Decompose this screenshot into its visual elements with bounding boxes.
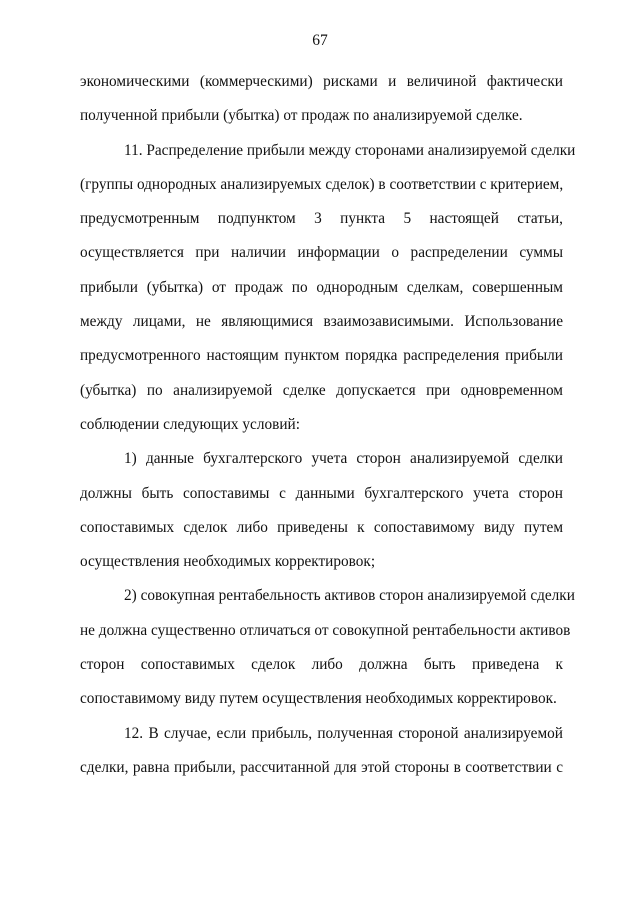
text-line: 12. В случае, если прибыль, полученная стороной анализируемой — [124, 724, 563, 742]
text-line: осуществления необходимых корректировок; — [80, 553, 376, 571]
text-line: предусмотренного настоящим пунктом порядка распределения прибыли — [80, 347, 563, 365]
text-line: должны быть сопоставимы с данными бухгалтерского учета сторон — [80, 484, 563, 502]
paragraph-continuation — [80, 72, 563, 141]
text-line: экономическими (коммерческими) рисками и величиной фактически — [80, 73, 563, 90]
paragraph-11 — [80, 141, 576, 450]
text-line: сопоставимых сделок либо приведены к сопоставимому виду путем — [80, 518, 563, 536]
text-line: сторон сопоставимых сделок либо должна быть приведена к — [80, 656, 563, 674]
text-line: не должна существенно отличаться от совокупной рентабельности активов — [80, 621, 571, 639]
text-line: 11. Распределение прибыли между сторонами анализируемой сделки — [124, 141, 576, 159]
text-line: сделки, равна прибыли, рассчитанной для этой стороны в соответствии с — [80, 758, 563, 776]
text-line: 1) данные бухгалтерского учета сторон анализируемой сделки — [124, 450, 563, 468]
text-line: (группы однородных анализируемых сделок) в соответствии с критерием, — [80, 175, 564, 193]
paragraph-12 — [80, 724, 563, 793]
text-line: соблюдении следующих условий: — [80, 415, 300, 433]
text-line: между лицами, не являющимися взаимозависимыми. Использование — [80, 313, 563, 331]
paragraph-item-2 — [80, 586, 575, 723]
document-body — [80, 72, 576, 792]
text-line: (убытка) по анализируемой сделке допускается при одновременном — [80, 381, 563, 399]
page-number: 67 — [312, 32, 328, 49]
text-line: предусмотренным подпунктом 3 пункта 5 настоящей статьи, — [80, 210, 563, 228]
text-line: 2) совокупная рентабельность активов сторон анализируемой сделки — [124, 587, 575, 605]
text-line: прибыли (убытка) от продаж по однородным сделкам, совершенным — [80, 278, 563, 296]
paragraph-item-1 — [80, 449, 563, 586]
text-line: полученной прибыли (убытка) от продаж по анализируемой сделке. — [80, 107, 523, 125]
text-line: осуществляется при наличии информации о распределении суммы — [80, 244, 563, 262]
text-line: сопоставимому виду путем осуществления необходимых корректировок. — [80, 690, 557, 708]
